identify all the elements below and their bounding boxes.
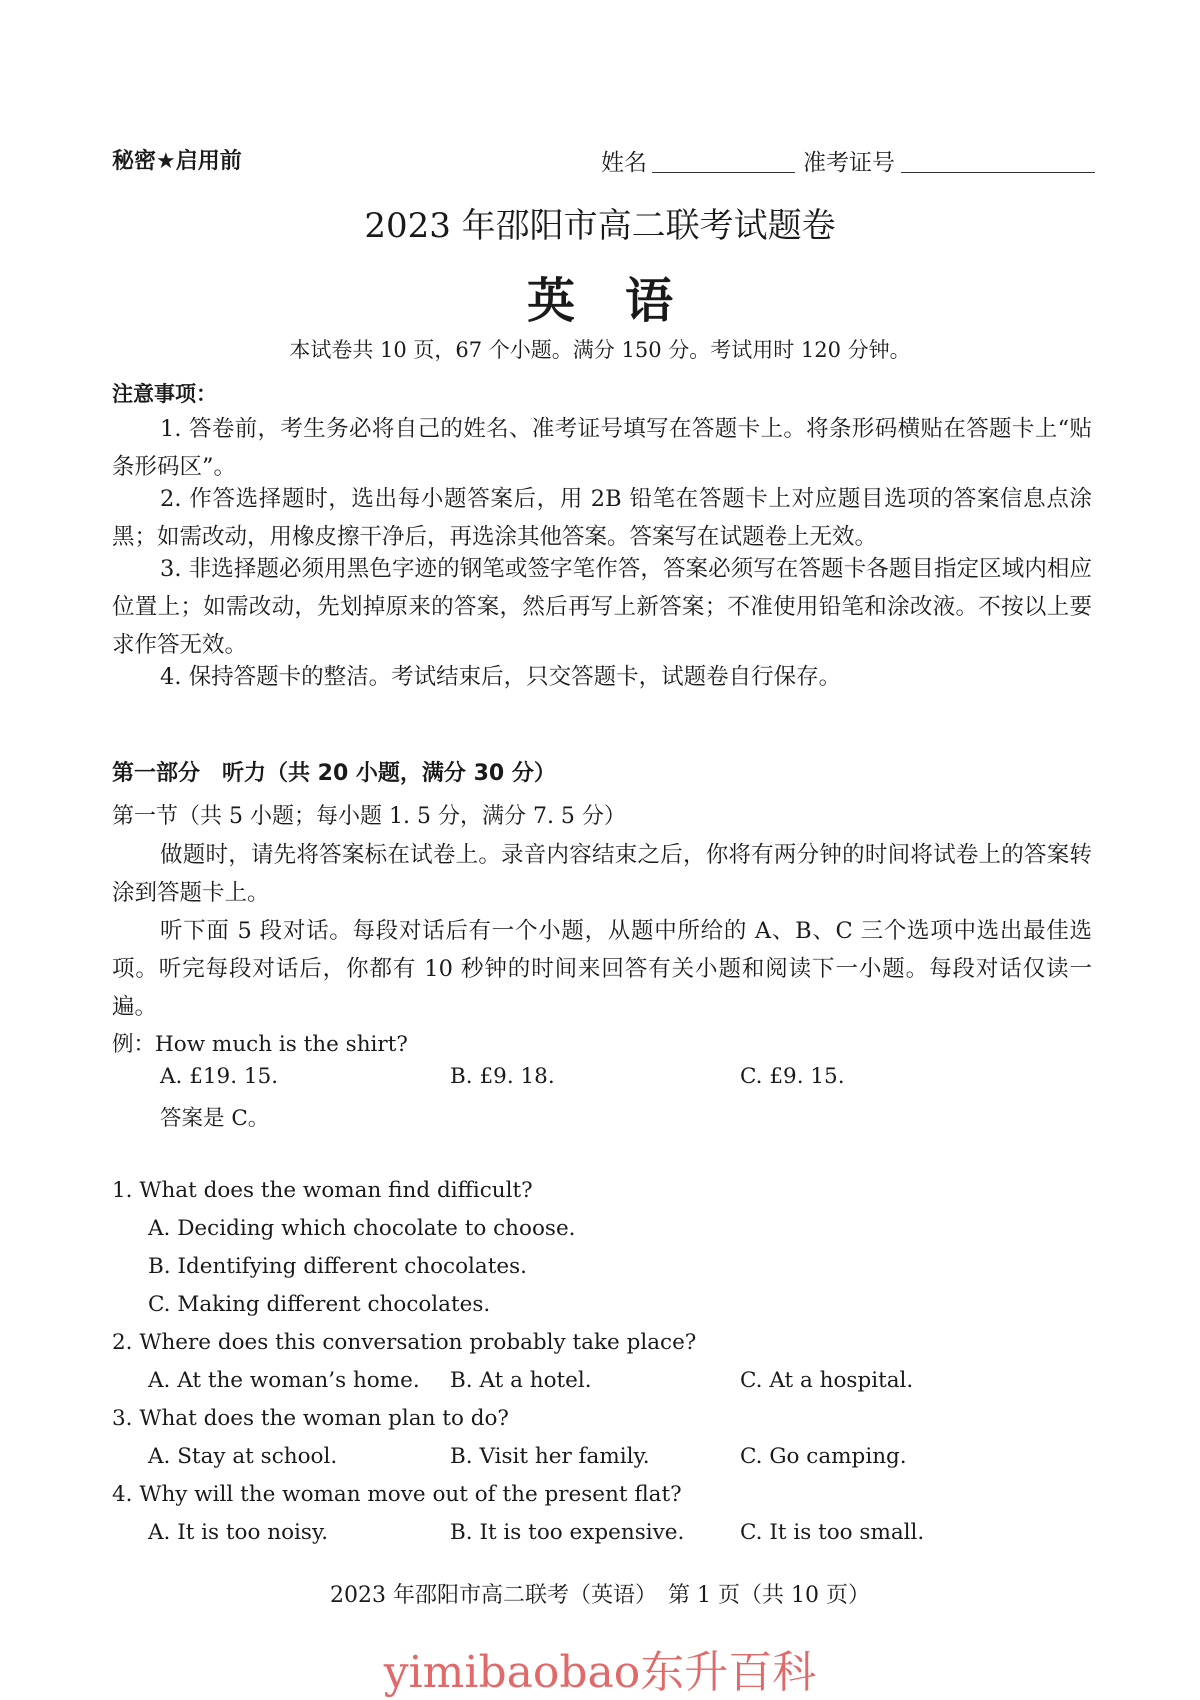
exam-id-blank-line bbox=[901, 172, 1095, 173]
instruction-paragraph-1: 做题时，请先将答案标在试卷上。录音内容结束之后，你将有两分钟的时间将试卷上的答案转涂到答题卡上。 bbox=[112, 842, 1092, 906]
question-3-option-a: A. Stay at school. bbox=[148, 1444, 338, 1469]
confidential-label: 秘密★启用前 bbox=[112, 149, 242, 174]
question-1-option-c: C. Making different chocolates. bbox=[148, 1292, 491, 1317]
question-4-option-c: C. It is too small. bbox=[740, 1520, 925, 1545]
example-option-c: C. £9. 15. bbox=[740, 1064, 845, 1089]
question-1: 1. What does the woman find difficult? bbox=[112, 1178, 533, 1203]
question-3-option-b: B. Visit her family. bbox=[450, 1444, 650, 1469]
part-one-title: 第一部分 听力（共 20 小题，满分 30 分） bbox=[112, 761, 556, 786]
watermark-text: yimibaobao东升百科 bbox=[383, 1647, 817, 1698]
question-4-option-b: B. It is too expensive. bbox=[450, 1520, 685, 1545]
name-blank-line bbox=[652, 172, 795, 173]
name-label: 姓名 bbox=[601, 150, 647, 176]
example-option-b: B. £9. 18. bbox=[450, 1064, 555, 1089]
question-2-option-b: B. At a hotel. bbox=[450, 1368, 592, 1393]
example-question: 例：How much is the shirt? bbox=[112, 1032, 408, 1057]
note-item-2: 2. 作答选择题时，选出每小题答案后，用 2B 铅笔在答题卡上对应题目选项的答案信息点涂黑；如需改动，用橡皮擦干净后，再选涂其他答案。答案写在试题卷上无效。 bbox=[112, 486, 1092, 550]
question-1-option-b: B. Identifying different chocolates. bbox=[148, 1254, 527, 1279]
question-3-option-c: C. Go camping. bbox=[740, 1444, 907, 1469]
paper-info: 本试卷共 10 页，67 个小题。满分 150 分。考试用时 120 分钟。 bbox=[289, 338, 911, 362]
question-4-option-a: A. It is too noisy. bbox=[148, 1520, 329, 1545]
exam-id-label: 准考证号 bbox=[803, 150, 895, 176]
question-3: 3. What does the woman plan to do? bbox=[112, 1406, 509, 1431]
page-footer: 2023 年邵阳市高二联考（英语） 第 1 页（共 10 页） bbox=[330, 1583, 870, 1608]
question-4: 4. Why will the woman move out of the present flat? bbox=[112, 1482, 682, 1507]
question-2: 2. Where does this conversation probably take place? bbox=[112, 1330, 697, 1355]
note-item-3: 3. 非选择题必须用黑色字迹的钢笔或签字笔作答，答案必须写在答题卡各题目指定区域内相应位置上；如需改动，先划掉原来的答案，然后再写上新答案；不准使用铅笔和涂改液。不按以上要求作答无效。 bbox=[112, 556, 1092, 658]
example-answer: 答案是 C。 bbox=[160, 1106, 270, 1131]
question-2-option-c: C. At a hospital. bbox=[740, 1368, 914, 1393]
note-item-4: 4. 保持答题卡的整洁。考试结束后，只交答题卡，试题卷自行保存。 bbox=[160, 664, 842, 690]
section-one-title: 第一节（共 5 小题；每小题 1. 5 分，满分 7. 5 分） bbox=[112, 804, 626, 829]
exam-title: 2023 年邵阳市高二联考试题卷 bbox=[364, 206, 836, 246]
notes-title: 注意事项： bbox=[112, 382, 217, 406]
question-2-option-a: A. At the woman’s home. bbox=[148, 1368, 420, 1393]
example-option-a: A. £19. 15. bbox=[160, 1064, 279, 1089]
question-1-option-a: A. Deciding which chocolate to choose. bbox=[148, 1216, 576, 1241]
note-item-1: 1. 答卷前，考生务必将自己的姓名、准考证号填写在答题卡上。将条形码横贴在答题卡上“贴条形码区”。 bbox=[112, 416, 1092, 480]
instruction-paragraph-2: 听下面 5 段对话。每段对话后有一个小题，从题中所给的 A、B、C 三个选项中选出最佳选项。听完每段对话后，你都有 10 秒钟的时间来回答有关小题和阅读下一小题。每段对话仅读一遍。 bbox=[112, 918, 1092, 1020]
subject-title: 英语 bbox=[526, 273, 723, 329]
